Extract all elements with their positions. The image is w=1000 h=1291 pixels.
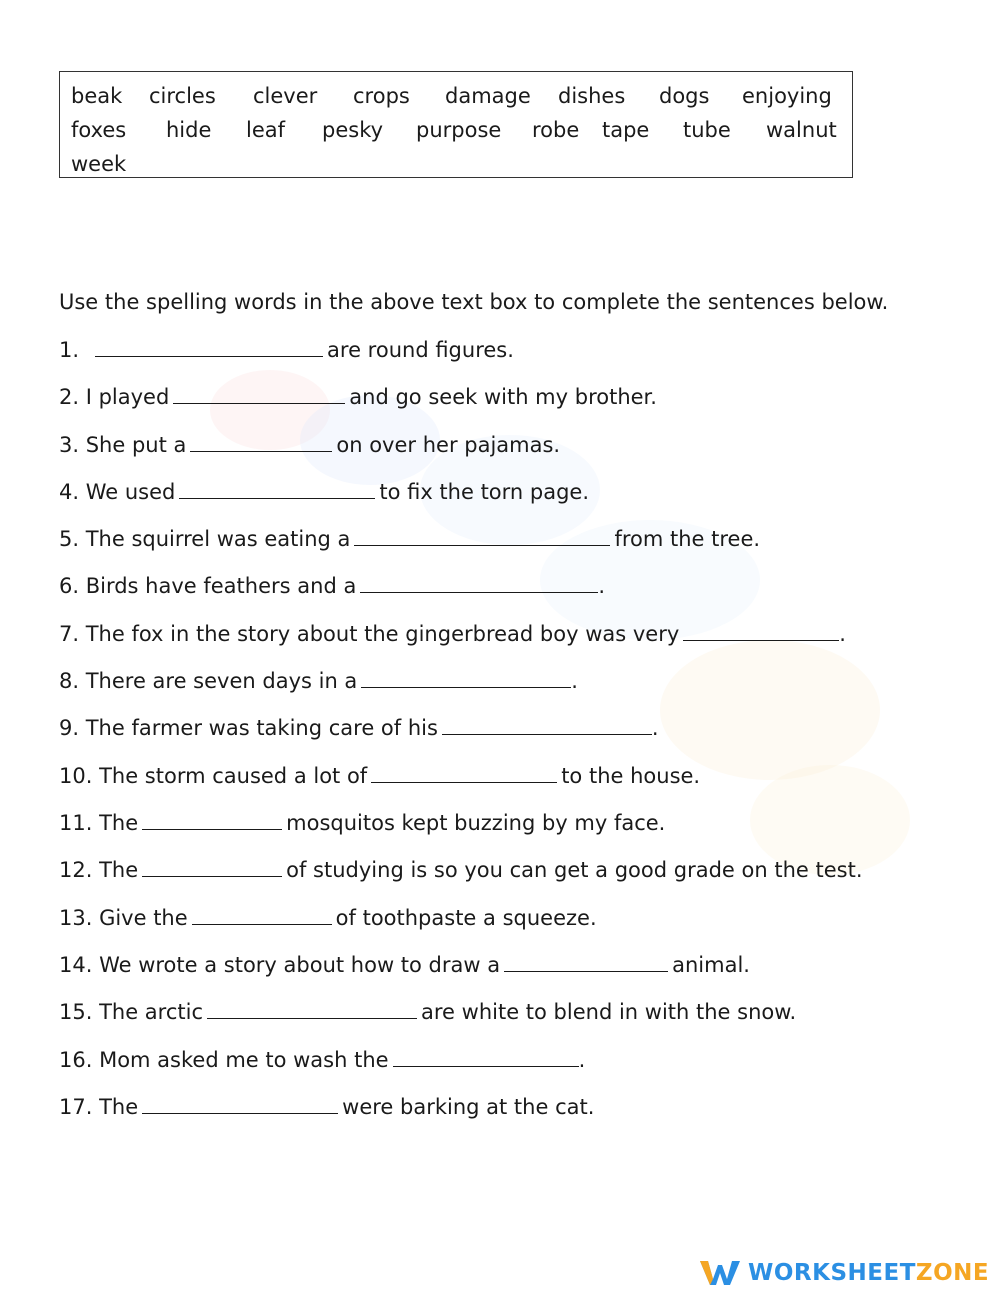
word-bank-word: tube: [683, 118, 731, 142]
answer-blank[interactable]: [179, 480, 375, 499]
answer-blank[interactable]: [142, 858, 282, 877]
w-logo-icon: [700, 1259, 740, 1287]
sentence-14: [59, 951, 750, 979]
sentence-text-before: 17. The: [59, 1095, 139, 1119]
sentence-17: [59, 1093, 594, 1121]
word-bank-word: hide: [166, 118, 212, 142]
word-bank-word: robe: [532, 118, 580, 142]
sentence-text-after: .: [578, 1048, 586, 1072]
sentence-text-after: to the house.: [561, 764, 701, 788]
sentence-12: [59, 856, 863, 884]
logo-wordmark: WORKSHEETZONE: [748, 1260, 990, 1286]
answer-blank[interactable]: [442, 716, 652, 735]
sentence-3: [59, 431, 560, 459]
sentence-text-after: .: [571, 669, 578, 693]
sentence-text-before: 2. I played: [59, 385, 170, 409]
instructions-text: Use the spelling words in the above text box to complete the sentences below.: [59, 290, 889, 314]
sentence-text-before: 12. The: [59, 858, 139, 882]
word-bank-word: enjoying: [742, 84, 832, 108]
sentence-text-before: 6. Birds have feathers and a: [59, 574, 357, 598]
word-bank-word: leaf: [246, 118, 286, 142]
answer-blank[interactable]: [190, 433, 332, 452]
sentence-text-before: 10. The storm caused a lot of: [59, 764, 368, 788]
sentence-8: [59, 667, 578, 695]
answer-blank[interactable]: [173, 385, 345, 404]
sentence-text-after: and go seek with my brother.: [349, 385, 657, 409]
sentence-text-after: mosquitos kept buzzing by my face.: [286, 811, 666, 835]
word-bank-word: walnut: [766, 118, 837, 142]
word-bank-word: circles: [149, 84, 216, 108]
sentence-text-before: 7. The fox in the story about the gingerbread boy was very: [59, 622, 680, 646]
answer-blank[interactable]: [361, 669, 571, 688]
word-bank-word: week: [71, 152, 127, 176]
sentence-9: [59, 714, 659, 742]
word-bank-word: clever: [253, 84, 318, 108]
word-bank-word: damage: [445, 84, 531, 108]
answer-blank[interactable]: [354, 527, 610, 546]
word-bank-word: tape: [602, 118, 650, 142]
sentence-text-after: .: [839, 622, 846, 646]
sentence-text-after: of studying is so you can get a good grade on the test.: [286, 858, 863, 882]
sentence-2: [59, 383, 657, 411]
answer-blank[interactable]: [371, 764, 557, 783]
sentence-1: [59, 336, 514, 364]
sentence-text-before: 13. Give the: [59, 906, 188, 930]
sentence-10: [59, 762, 700, 790]
sentence-text-after: are round figures.: [327, 338, 514, 362]
sentence-15: [59, 998, 796, 1026]
word-bank-box: [59, 71, 853, 178]
sentence-text-after: on over her pajamas.: [336, 433, 561, 457]
sentence-6: [59, 572, 605, 600]
answer-blank[interactable]: [95, 338, 323, 357]
word-bank-word: crops: [353, 84, 410, 108]
word-bank-word: dogs: [659, 84, 710, 108]
answer-blank[interactable]: [142, 1095, 338, 1114]
word-bank-word: purpose: [416, 118, 502, 142]
sentence-text-before: 14. We wrote a story about how to draw a: [59, 953, 501, 977]
sentence-text-after: are white to blend in with the snow.: [421, 1000, 797, 1024]
worksheetzone-logo: [700, 1257, 989, 1289]
word-bank-word: beak: [71, 84, 123, 108]
sentence-text-after: from the tree.: [614, 527, 761, 551]
sentence-text-before: 15. The arctic: [59, 1000, 204, 1024]
answer-blank[interactable]: [192, 906, 332, 925]
sentence-4: [59, 478, 589, 506]
word-bank-word: dishes: [558, 84, 626, 108]
sentence-5: [59, 525, 760, 553]
word-bank-word: pesky: [322, 118, 384, 142]
sentence-text-after: animal.: [672, 953, 750, 977]
sentence-text-before: 11. The: [59, 811, 139, 835]
sentence-text-before: 3. She put a: [59, 433, 187, 457]
sentence-text-after: were barking at the cat.: [342, 1095, 595, 1119]
sentence-text-before: 8. There are seven days in a: [59, 669, 358, 693]
answer-blank[interactable]: [683, 622, 839, 641]
sentence-text-after: .: [598, 574, 605, 598]
sentence-text-before: 4. We used: [59, 480, 176, 504]
sentence-7: [59, 620, 846, 648]
answer-blank[interactable]: [504, 953, 668, 972]
sentence-text-before: 16. Mom asked me to wash the: [59, 1048, 389, 1072]
sentence-13: [59, 904, 597, 932]
sentence-11: [59, 809, 665, 837]
answer-blank[interactable]: [393, 1048, 579, 1067]
answer-blank[interactable]: [360, 574, 598, 593]
sentence-text-before: 5. The squirrel was eating a: [59, 527, 351, 551]
word-bank-word: foxes: [71, 118, 127, 142]
sentence-text-before: 9. The farmer was taking care of his: [59, 716, 438, 740]
answer-blank[interactable]: [142, 811, 282, 830]
sentence-text-after: of toothpaste a squeeze.: [335, 906, 597, 930]
sentence-text-before: 1.: [59, 338, 80, 362]
sentence-text-after: to fix the torn page.: [379, 480, 590, 504]
sentence-16: [59, 1046, 585, 1074]
sentence-text-after: .: [651, 716, 659, 740]
answer-blank[interactable]: [207, 1000, 417, 1019]
